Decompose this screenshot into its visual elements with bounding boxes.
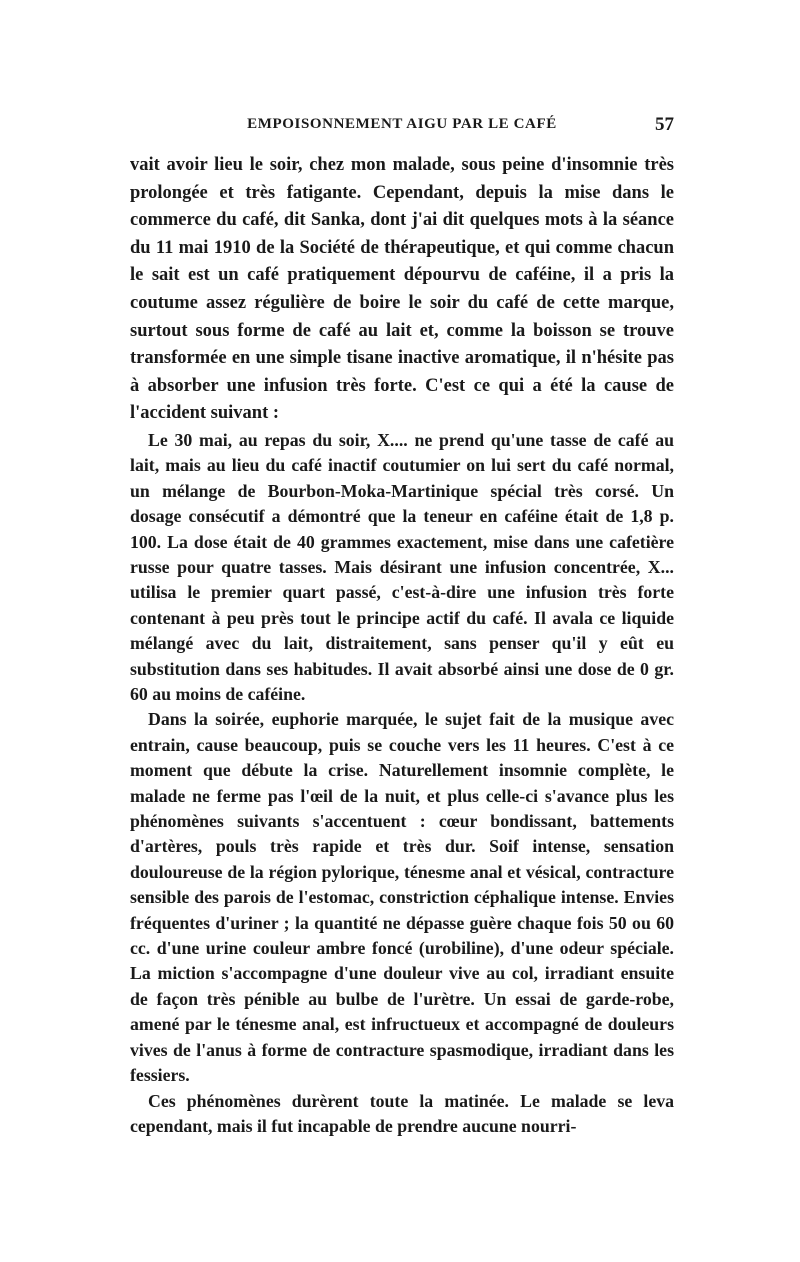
running-title: EMPOISONNEMENT AIGU PAR LE CAFÉ: [247, 116, 557, 132]
running-head: [130, 116, 674, 138]
paragraph-2: Le 30 mai, au repas du soir, X.... ne prend qu'une tasse de café au lait, mais au lieu du café inactif coutumier on lui sert du café normal, un mélange de Bourbon-Moka-Martinique spécial très corsé. Un dosage consécutif a démontré que la teneur en caféine était de 1,8 p. 100. La dose était de 40 grammes exactement, mise dans une cafetière russe pour quatre tasses. Mais désirant une infusion concentrée, X... utilisa le premier quart passé, c'est-à-dire une infusion très forte contenant à peu près tout le principe actif du café. Il avala ce liquide mélangé avec du lait, distraitement, sans penser qu'il y eût eu substitution dans ses habitudes. Il avait absorbé ainsi une dose de 0 gr. 60 au moins de caféine.: [130, 429, 674, 704]
paragraph-3: Dans la soirée, euphorie marquée, le sujet fait de la musique avec entrain, cause beaucoup, puis se couche vers les 11 heures. C'est à ce moment que débute la crise. Naturellement insomnie complète, le malade ne ferme pas l'œil de la nuit, et plus celle-ci s'avance plus les phénomènes suivants s'accentuent : cœur bondissant, battements d'artères, pouls très rapide et très dur. Soif intense, sensation douloureuse de la région pylorique, ténesme anal et vésical, contracture sensible des parois de l'estomac, constriction céphalique intense. Envies fréquentes d'uriner ; la quantité ne dépasse guère chaque fois 50 ou 60 cc. d'une urine couleur ambre foncé (urobiline), d'une odeur spéciale. La miction s'accompagne d'une douleur vive au col, irradiant ensuite de façon très pénible au bulbe de l'urètre. Un essai de garde-robe, amené par le ténesme anal, est infructueux et accompagné de douleurs vives de l'anus à forme de contracture spasmodique, irradiant dans les fessiers.: [130, 709, 674, 1086]
paragraph-1: vait avoir lieu le soir, chez mon malade, sous peine d'insomnie très prolongée et très fatigante. Cependant, depuis la mise dans le commerce du café, dit Sanka, dont j'ai dit quelques mots à la séance du 11 mai 1910 de la Société de thérapeutique, et qui comme chacun le sait est un café pratiquement dépourvu de caféine, il a pris la coutume assez régulière de boire le soir du café de cette marque, surtout sous forme de café au lait et, comme la boisson se trouve transformée en une simple tisane inactive aromatique, il n'hésite pas à absorber une infusion très forte. C'est ce qui a été la cause de l'accident suivant :: [130, 155, 674, 424]
paragraph-4: Ces phénomènes durèrent toute la matinée. Le malade se leva cependant, mais il fut incapable de prendre aucune nourri-: [130, 1090, 674, 1136]
body-text: [130, 152, 674, 1139]
page-number: 57: [655, 114, 674, 135]
